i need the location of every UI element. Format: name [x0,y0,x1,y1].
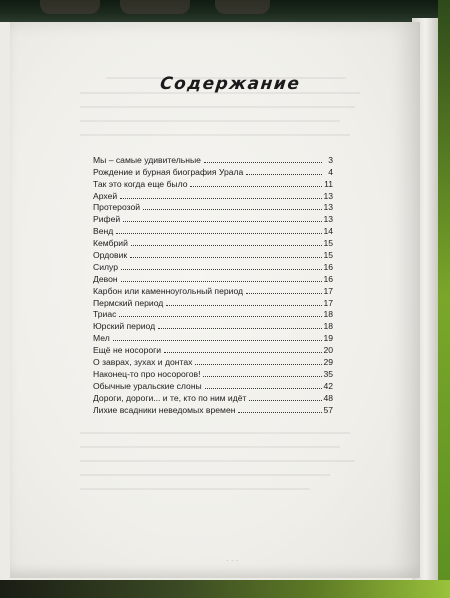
bleed-through-line [80,460,355,462]
toc-entry-title: Так это когда еще было [93,178,188,189]
bleed-through-line [80,432,350,434]
toc-entry-title: Мы – самые удивительные [93,154,201,165]
toc-entry-title: Ещё не носороги [93,345,162,356]
toc-entry-page: 14 [323,226,333,237]
toc-leader-dots [238,411,322,413]
toc-entry-page: 17 [323,297,333,308]
toc-leader-dots [130,256,322,258]
toc-entry-title: Кембрий [93,238,128,249]
page-title: Содержание [159,74,302,94]
toc-entry-page: 42 [323,380,333,391]
toc-entry-title: Обычные уральские слоны [93,380,202,391]
toc-entry-page: 13 [323,190,333,201]
toc-entry-page: 57 [323,404,333,415]
toc-entry-page: 18 [323,321,333,332]
toc-entry-title: Юрский период [93,321,156,332]
toc-entry [93,296,333,308]
toc-entry-title: Архей [93,190,118,201]
toc-leader-dots [123,220,322,222]
toc-entry [93,165,333,177]
toc-entry-title: Рождение и бурная биография Урала [93,166,244,177]
toc-leader-dots [246,173,322,175]
toc-leader-dots [121,268,322,270]
toc-entry-page: 15 [323,238,333,249]
finger-shadow [120,0,190,14]
toc-leader-dots [164,351,322,353]
finger-shadow [40,0,100,14]
toc-entry [93,379,333,391]
toc-entry [93,224,333,236]
toc-leader-dots [195,363,322,365]
bleed-through-line [80,120,340,122]
toc-entry-title: Наконец-то про носорогов! [93,368,201,379]
toc-entry [93,236,333,248]
toc-entry-page: 11 [324,178,333,189]
toc-entry-title: Силур [93,261,119,272]
toc-entry-page: 16 [323,273,333,284]
toc-entry-page: 4 [328,166,333,177]
toc-entry-title: Карбон или каменноугольный период [93,285,244,296]
toc-entry-page: 20 [323,345,333,356]
scan-background-bottom [0,580,450,598]
toc-entry-title: Лихие всадники неведомых времен [93,404,236,415]
bleed-through-line [80,488,310,490]
toc-entry-title: Венд [93,226,114,237]
toc-entry [93,319,333,331]
toc-leader-dots [246,292,322,294]
toc-leader-dots [131,244,322,246]
toc-entry [93,284,333,296]
toc-entry-title: Рифей [93,214,121,225]
toc-entry [93,212,333,224]
toc-entry-title: Триас [93,309,117,320]
toc-leader-dots [113,339,322,341]
toc-entry-title: О заврах, зухах и донтах [93,357,193,368]
toc-entry [93,331,333,343]
toc-leader-dots [120,197,322,199]
toc-entry-page: 16 [323,261,333,272]
toc-leader-dots [119,315,322,317]
toc-entry [93,343,333,355]
toc-leader-dots [190,185,322,187]
finger-shadow [215,0,270,14]
toc-entry-title: Дороги, дороги... и те, кто по ним идёт [93,392,247,403]
toc-entry [93,260,333,272]
bleed-through-line [80,134,350,136]
toc-entry-page: 3 [328,154,333,165]
toc-entry-page: 35 [323,368,333,379]
toc-leader-dots [203,375,322,377]
toc-entry-page: 13 [323,214,333,225]
toc-entry [93,403,333,415]
toc-leader-dots [143,208,322,210]
toc-leader-dots [158,327,322,329]
toc-entry-page: 48 [323,392,333,403]
toc-entry [93,355,333,367]
toc-entry-title: Мел [93,333,110,344]
toc-leader-dots [205,387,322,389]
table-of-contents [93,153,333,415]
toc-leader-dots [249,399,322,401]
toc-leader-dots [121,280,322,282]
toc-entry-page: 17 [323,285,333,296]
toc-entry [93,189,333,201]
toc-entry-page: 15 [323,250,333,261]
book-cover-edge [438,0,450,598]
toc-leader-dots [116,232,322,234]
toc-entry-title: Ордовик [93,250,128,261]
toc-entry [93,153,333,165]
toc-entry [93,367,333,379]
toc-entry [93,201,333,213]
toc-entry [93,391,333,403]
toc-entry [93,272,333,284]
toc-entry [93,248,333,260]
scan-background-top [0,0,450,22]
toc-entry-title: Девон [93,273,118,284]
toc-entry-title: Протерозой [93,202,141,213]
toc-entry-page: 13 [323,202,333,213]
toc-leader-dots [204,161,322,163]
bleed-through-line [80,474,330,476]
toc-leader-dots [166,304,322,306]
toc-entry [93,308,333,320]
bleed-through-page-number: · · · [226,556,239,565]
bleed-through-line [80,106,355,108]
toc-entry-title: Пермский период [93,297,164,308]
toc-entry [93,177,333,189]
toc-entry-page: 29 [323,357,333,368]
toc-entry-page: 19 [323,333,333,344]
toc-entry-page: 18 [323,309,333,320]
bleed-through-line [80,446,340,448]
